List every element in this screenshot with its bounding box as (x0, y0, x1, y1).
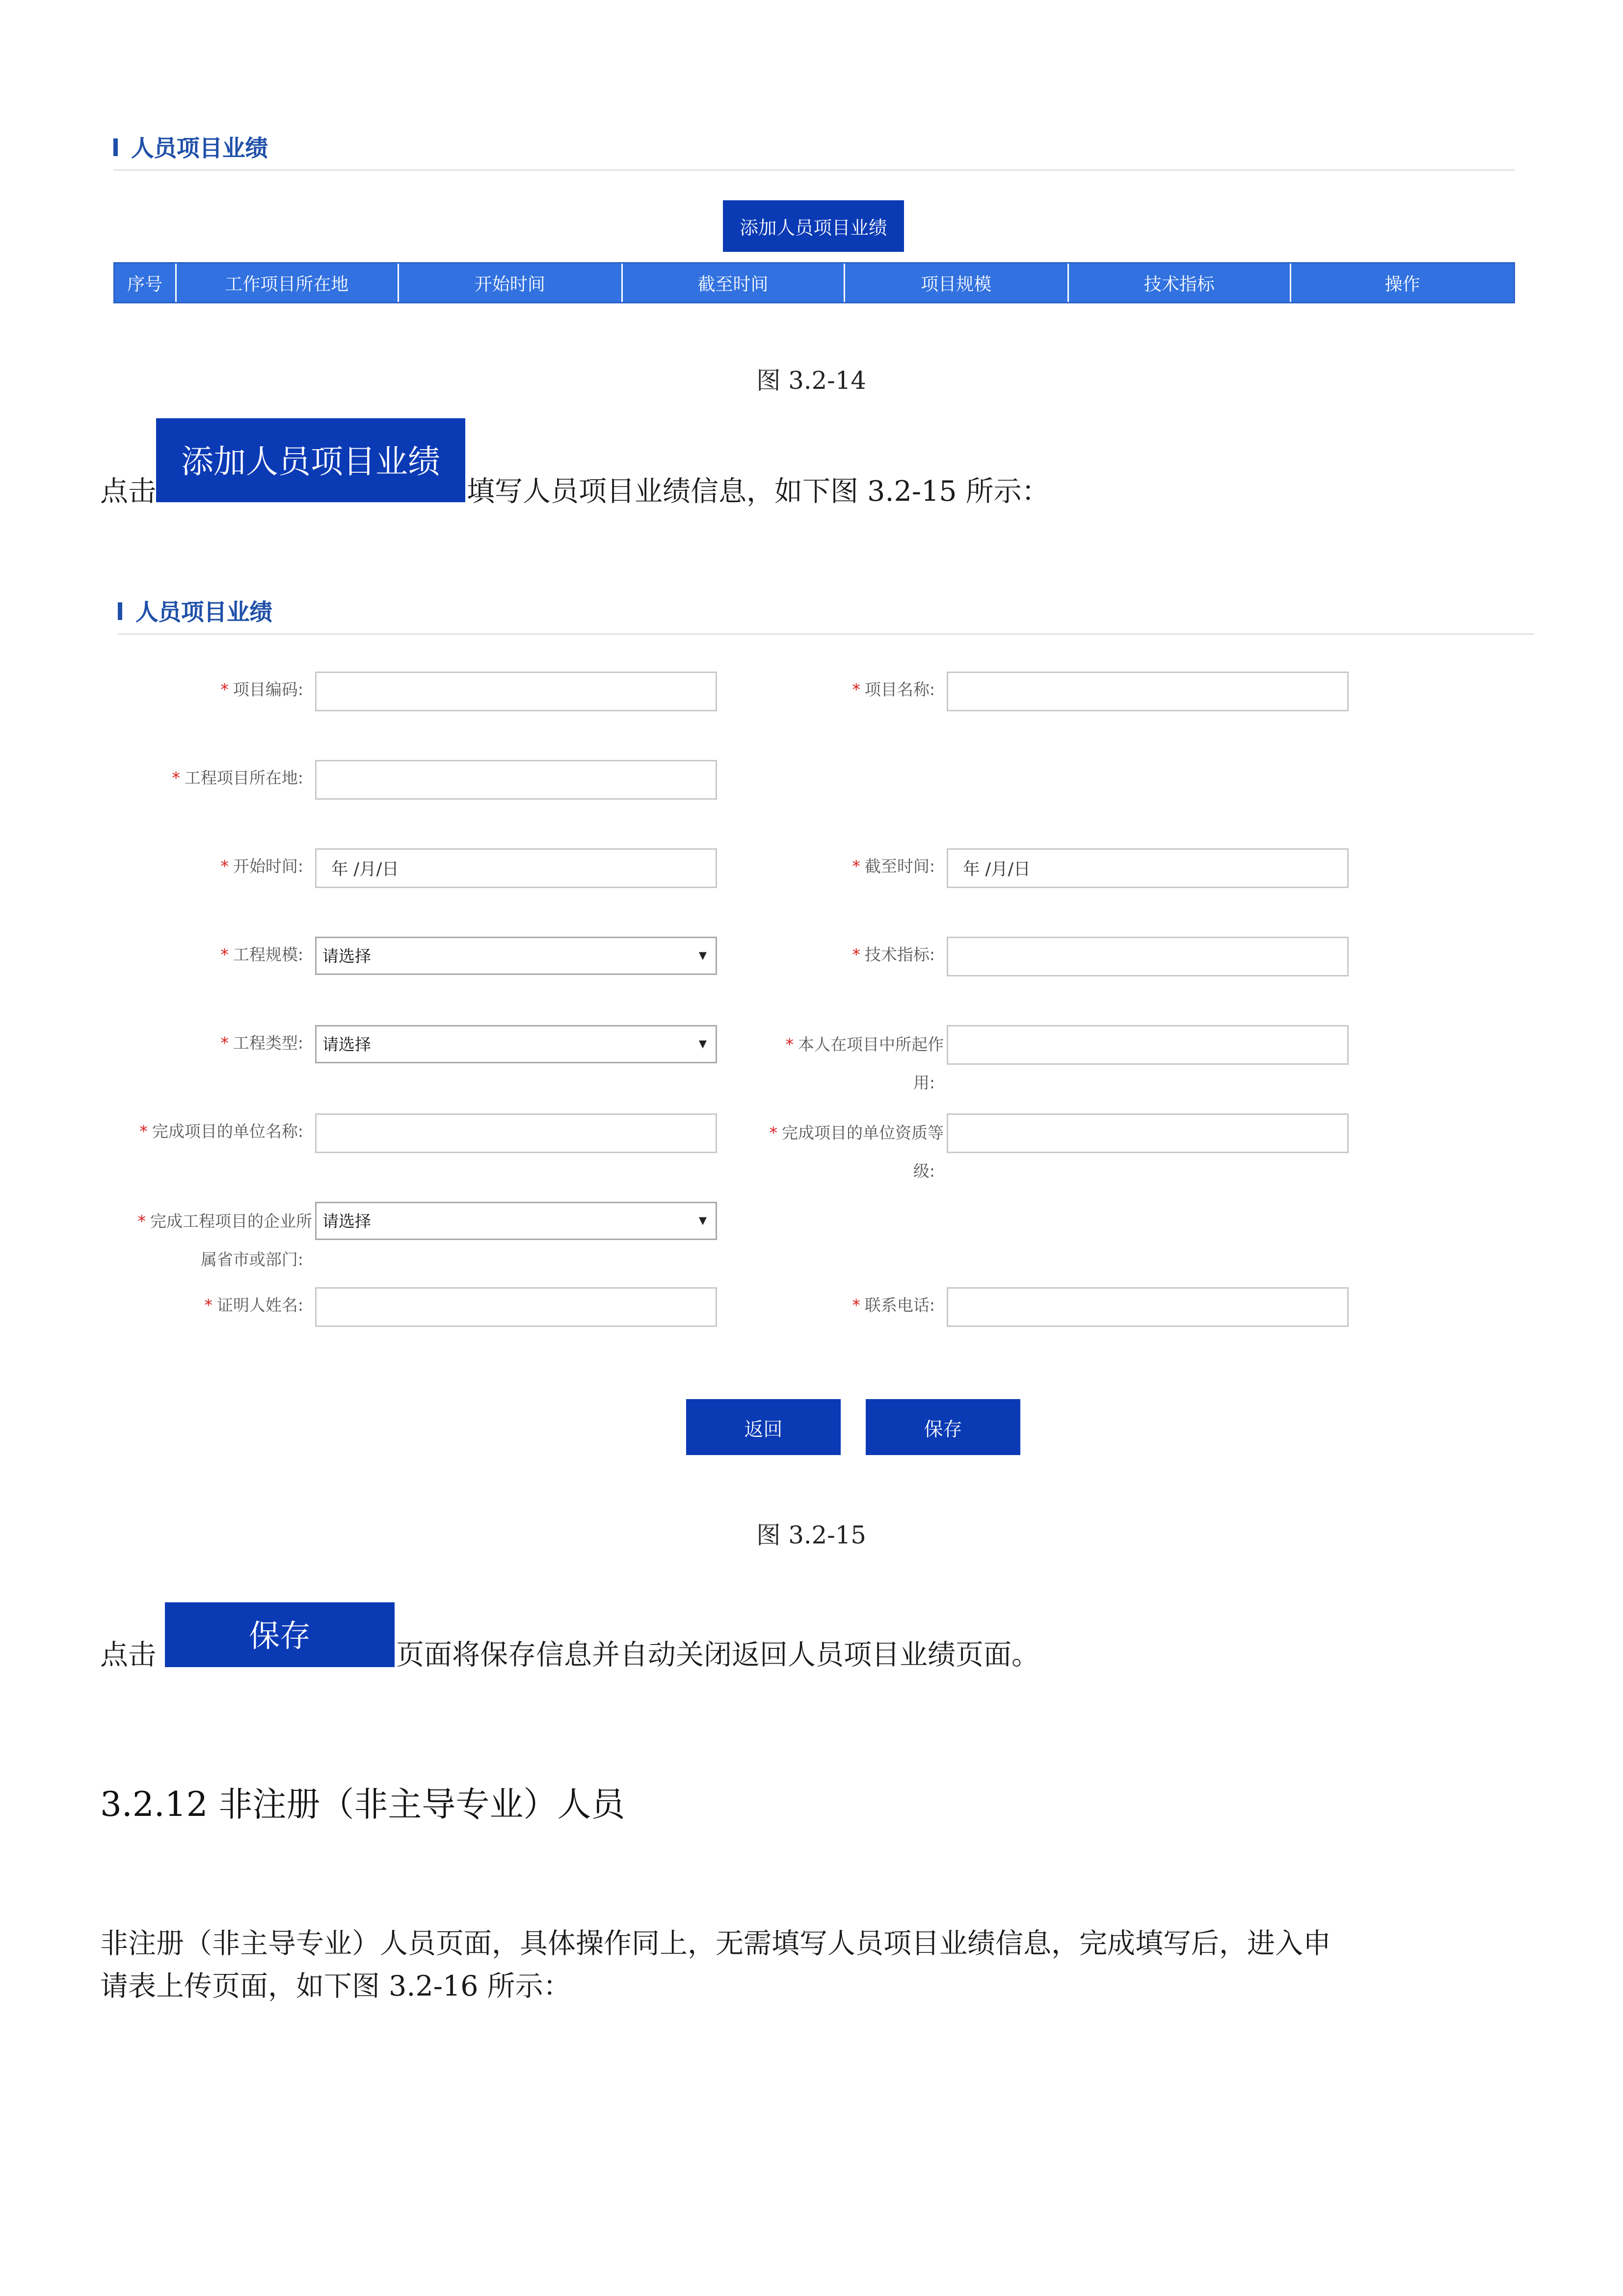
witness-input[interactable] (315, 1287, 717, 1327)
paragraph-suffix: 页面将保存信息并自动关闭返回人员项目业绩页面。 (396, 1639, 1040, 1672)
role-label-line2: 用: (913, 1074, 935, 1093)
inline-save-button-image: 保存 (165, 1602, 395, 1667)
end-time-input[interactable]: 年 /月/日 (947, 848, 1349, 888)
dept-select[interactable] (315, 1202, 717, 1240)
location-input[interactable] (315, 760, 717, 800)
dept-label-line2: 属省市或部门: (200, 1250, 303, 1270)
chevron-down-icon: ▼ (698, 1038, 707, 1050)
select-value: 请选择 (322, 1212, 371, 1231)
witness-label: * 证明人姓名: (204, 1296, 303, 1315)
unit-grade-label-line2: 级: (913, 1162, 935, 1181)
paragraph-suffix: 填写人员项目业绩信息，如下图 3.2-15 所示： (467, 476, 1050, 508)
project-code-input[interactable] (315, 672, 717, 711)
unit-grade-input[interactable] (947, 1113, 1349, 1153)
location-label: * 工程项目所在地: (172, 769, 303, 788)
column-header: 项目规模 (845, 264, 1069, 302)
column-header: 工作项目所在地 (176, 264, 399, 302)
section-title-1 (113, 131, 268, 163)
title-bar-icon (118, 602, 122, 620)
role-input[interactable] (947, 1025, 1349, 1065)
save-button[interactable]: 保存 (866, 1399, 1020, 1455)
column-header: 操作 (1384, 273, 1420, 294)
select-value: 请选择 (322, 947, 371, 966)
back-button[interactable]: 返回 (686, 1399, 841, 1455)
chevron-down-icon: ▼ (698, 950, 707, 962)
paragraph-line: 非注册（非主导专业）人员页面，具体操作同上，无需填写人员项目业绩信息，完成填写后，进入申 (100, 1928, 1331, 1960)
figure-caption: 图 3.2-15 (756, 1521, 866, 1549)
unit-name-input[interactable] (315, 1113, 717, 1153)
project-name-label: * 项目名称: (852, 680, 935, 700)
paragraph-prefix: 点击 (100, 1639, 157, 1672)
select-value: 请选择 (322, 1035, 371, 1054)
table-header (113, 262, 1515, 303)
unit-name-label: * 完成项目的单位名称: (139, 1122, 303, 1141)
unit-grade-label: * 完成项目的单位资质等 (769, 1124, 944, 1143)
add-project-performance-button[interactable]: 添加人员项目业绩 (723, 200, 904, 252)
inline-add-button-image: 添加人员项目业绩 (156, 418, 465, 502)
chevron-down-icon: ▼ (698, 1215, 707, 1227)
body-paragraph (100, 1923, 1558, 2009)
section-heading: 3.2.12 非注册（非主导专业）人员 (100, 1786, 625, 1825)
column-header: 技术指标 (1069, 264, 1291, 302)
column-header: 开始时间 (399, 264, 622, 302)
section-title-text: 人员项目业绩 (131, 135, 268, 162)
scale-select[interactable] (315, 937, 717, 975)
divider (118, 633, 1534, 635)
phone-input[interactable] (947, 1287, 1349, 1327)
scale-label: * 工程规模: (220, 945, 303, 965)
column-header: 序号 (115, 264, 176, 302)
project-name-input[interactable] (947, 672, 1349, 711)
type-label: * 工程类型: (220, 1034, 303, 1053)
start-time-input[interactable]: 年 /月/日 (315, 848, 717, 888)
end-time-label: * 截至时间: (852, 857, 935, 876)
tech-index-label: * 技术指标: (852, 945, 935, 965)
tech-index-input[interactable] (947, 937, 1349, 976)
section-title-text: 人员项目业绩 (135, 599, 273, 626)
type-select[interactable] (315, 1025, 717, 1063)
paragraph-line: 请表上传页面，如下图 3.2-16 所示： (100, 1971, 571, 2003)
figure-caption: 图 3.2-14 (756, 367, 866, 395)
paragraph-prefix: 点击 (100, 476, 157, 508)
dept-label: * 完成工程项目的企业所 (137, 1212, 312, 1231)
phone-label: * 联系电话: (852, 1296, 935, 1315)
column-header: 截至时间 (622, 264, 845, 302)
title-bar-icon (113, 138, 118, 156)
divider (113, 169, 1515, 171)
role-label: * 本人在项目中所起作 (785, 1035, 944, 1054)
project-code-label: * 项目编码: (220, 680, 303, 700)
section-title-2 (118, 595, 272, 627)
start-time-label: * 开始时间: (220, 857, 303, 876)
